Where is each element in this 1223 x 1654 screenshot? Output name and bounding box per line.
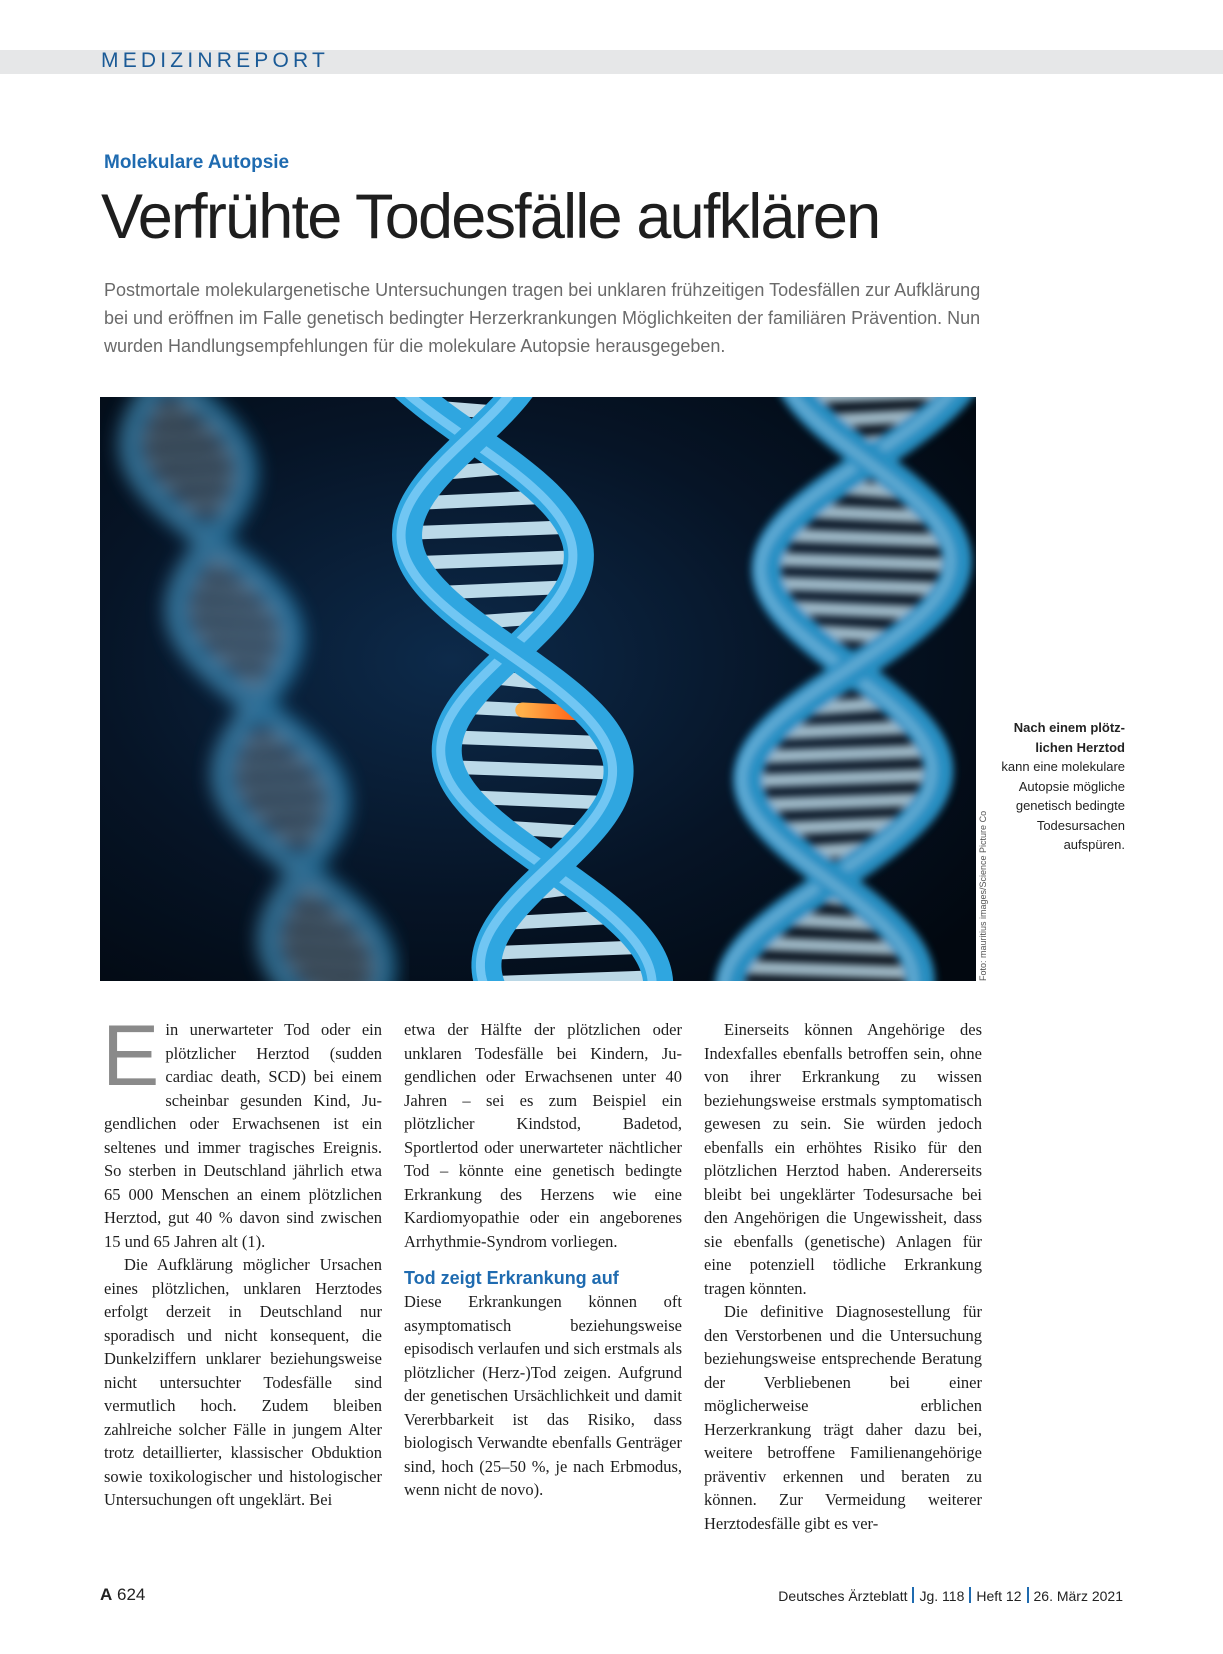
body-paragraph: etwa der Hälfte der plötzlichen oder unklaren Todesfälle bei Kindern, Jugendlichen oder Erwachsenen unter 40 Jahren – sei es zum Beispiel ein plötzlicher Kindstod, Badetod, Sportlertod oder unerwarteter nächtlicher Tod – könnte eine genetisch bedingte Erkrankung des Herzens wie eine Kardiomyopathie oder ein angeborenes Arrhythmie-Syndrom vorliegen. xyxy=(404,1020,682,1251)
journal-date: 26. März 2021 xyxy=(1033,1588,1123,1604)
article-headline: Verfrühte Todesfälle aufklären xyxy=(101,182,880,252)
article-lead: Postmortale molekulargenetische Untersuchungen tragen bei unklaren frühzeitigen Todesfällen zur Aufklärung bei und eröffnen im Falle genetisch bedingter Herzerkrankungen Möglichkeiten der familiären Prävention. Nun wurden Handlungsempfehlungen für die molekulare Autopsie herausgegeben. xyxy=(104,280,981,356)
body-paragraph xyxy=(102,1008,382,1253)
body-paragraph: Die definitive Diagnosestellung für den Verstorbenen und die Untersuchung beziehungsweise entsprechende Beratung der Verbliebenen bei einer möglicherweise erblichen Herzerkrankung trägt daher dazu bei, weitere betroffene Familienangehörige präventiv erkennen und beraten zu können. Zur Vermeidung weiterer Herztodesfälle gibt es ver- xyxy=(704,1302,982,1533)
base-pair-rung xyxy=(270,939,376,945)
dna-helix-image xyxy=(100,397,976,981)
base-pair-rung xyxy=(449,767,618,773)
caption-text: kann eine molekulare Autopsie mögliche genetisch bedingte Todesursachen aufspüren. xyxy=(1001,759,1125,852)
journal-name: Deutsches Ärzteblatt xyxy=(778,1588,908,1604)
base-pair-rung xyxy=(748,775,938,781)
photo-credit: Foto: mauritius images/Science Picture Co xyxy=(978,810,988,981)
base-pair-rung xyxy=(408,527,572,533)
base-pair-rung xyxy=(448,737,608,743)
base-pair-rung xyxy=(177,609,283,615)
base-pair-rung xyxy=(776,727,919,733)
page-number-value: 624 xyxy=(117,1585,146,1604)
page-number xyxy=(100,1585,145,1605)
drop-cap: E xyxy=(102,1008,160,1104)
journal-footer xyxy=(778,1587,1123,1604)
base-pair-rung xyxy=(735,967,918,973)
base-pair-rung xyxy=(489,947,644,953)
footer-separator xyxy=(1027,1587,1029,1603)
journal-issue: Heft 12 xyxy=(976,1588,1022,1604)
body-text: in unerwarteter Tod oder ein plötzlicher Herztod (sudden cardiac death, SCD) bei einem scheinbar gesunden Kind, Jugendlichen oder Erwachsenen ist ein seltenes und immer tragisches Ereignis. So sterben in Deutschland jährlich etwa 65 000 Menschen an einem plötzlichen Herztod, gut 40 % davon sind zwischen 15 und 65 Jahren alt (1). xyxy=(104,1020,382,1251)
body-paragraph: Einerseits können Angehörige des Indexfalles ebenfalls betroffen sein, ohne von ihrer Erkrankung zu wissen beziehungsweise erstmals symptomatisch gewesen zu sein. Sie würden jedoch ebenfalls ein erhöhtes Risiko für den plötzlichen Herztod haben. Andererseits bleibt bei ungeklärter Todesursache bei den Angehörigen die Ungewissheit, dass sie ebenfalls (genetische) Anlagen für eine potenziell tödliche Erkrankung tragen könnten. xyxy=(704,1020,982,1298)
base-pair-rung xyxy=(133,455,243,461)
page-prefix: A xyxy=(100,1585,113,1604)
base-pair-rung xyxy=(225,785,335,791)
body-column-1 xyxy=(102,1008,382,1512)
body-column-3 xyxy=(704,1018,982,1535)
base-pair-rung xyxy=(768,559,957,565)
subheading: Tod zeigt Erkrankung auf xyxy=(404,1268,619,1288)
base-pair-rung xyxy=(751,943,905,949)
body-paragraph: Diese Erkrankungen können oft asymptomatisch beziehungsweise episodisch verlaufen und sich erstmals als plötzlicher (Herz-)Tod zeigen. Aufgrund der genetischen Ursächlichkeit und damit Vererbbarkeit ist das Risiko, dass biologisch Verwandte ebenfalls Genträger sind, hoch (25–50 %, je nach Erbmodus, wenn nicht de novo). xyxy=(404,1292,682,1499)
base-pair-rung xyxy=(779,535,950,541)
body-paragraph: Die Aufklärung möglicher Ursachen eines plötzlichen, unklaren Herztodes erfolgt derzeit in Deutschland nur sporadisch und nicht konsequent, die Dunkelziffern unklarer beziehungsweise nicht untersuchter Todesfälle sind vermutlich hoch. Zudem bleiben zahlreiche solcher Fälle in jungem Alter trotz detaillierter, klassischer Obduktion sowie toxikologischer und histologischer Untersuchungen oft ungeklärt. Bei xyxy=(104,1255,382,1509)
journal-volume: Jg. 118 xyxy=(919,1588,965,1604)
image-caption xyxy=(985,718,1125,855)
body-column-2 xyxy=(404,1018,682,1502)
caption-bold: Nach einem plötzlichen Herztod xyxy=(1013,720,1125,755)
footer-separator xyxy=(912,1587,914,1603)
article-kicker: Molekulare Autopsie xyxy=(104,152,290,173)
section-label: MEDIZINREPORT xyxy=(101,49,330,72)
base-pair-rung xyxy=(411,557,579,563)
footer-separator xyxy=(969,1587,971,1603)
base-pair-rung xyxy=(752,799,930,805)
base-pair-rung xyxy=(756,751,934,757)
base-pair-rung xyxy=(769,583,952,589)
dna-helix-illustration xyxy=(100,397,976,981)
base-pair-rung xyxy=(488,977,658,981)
